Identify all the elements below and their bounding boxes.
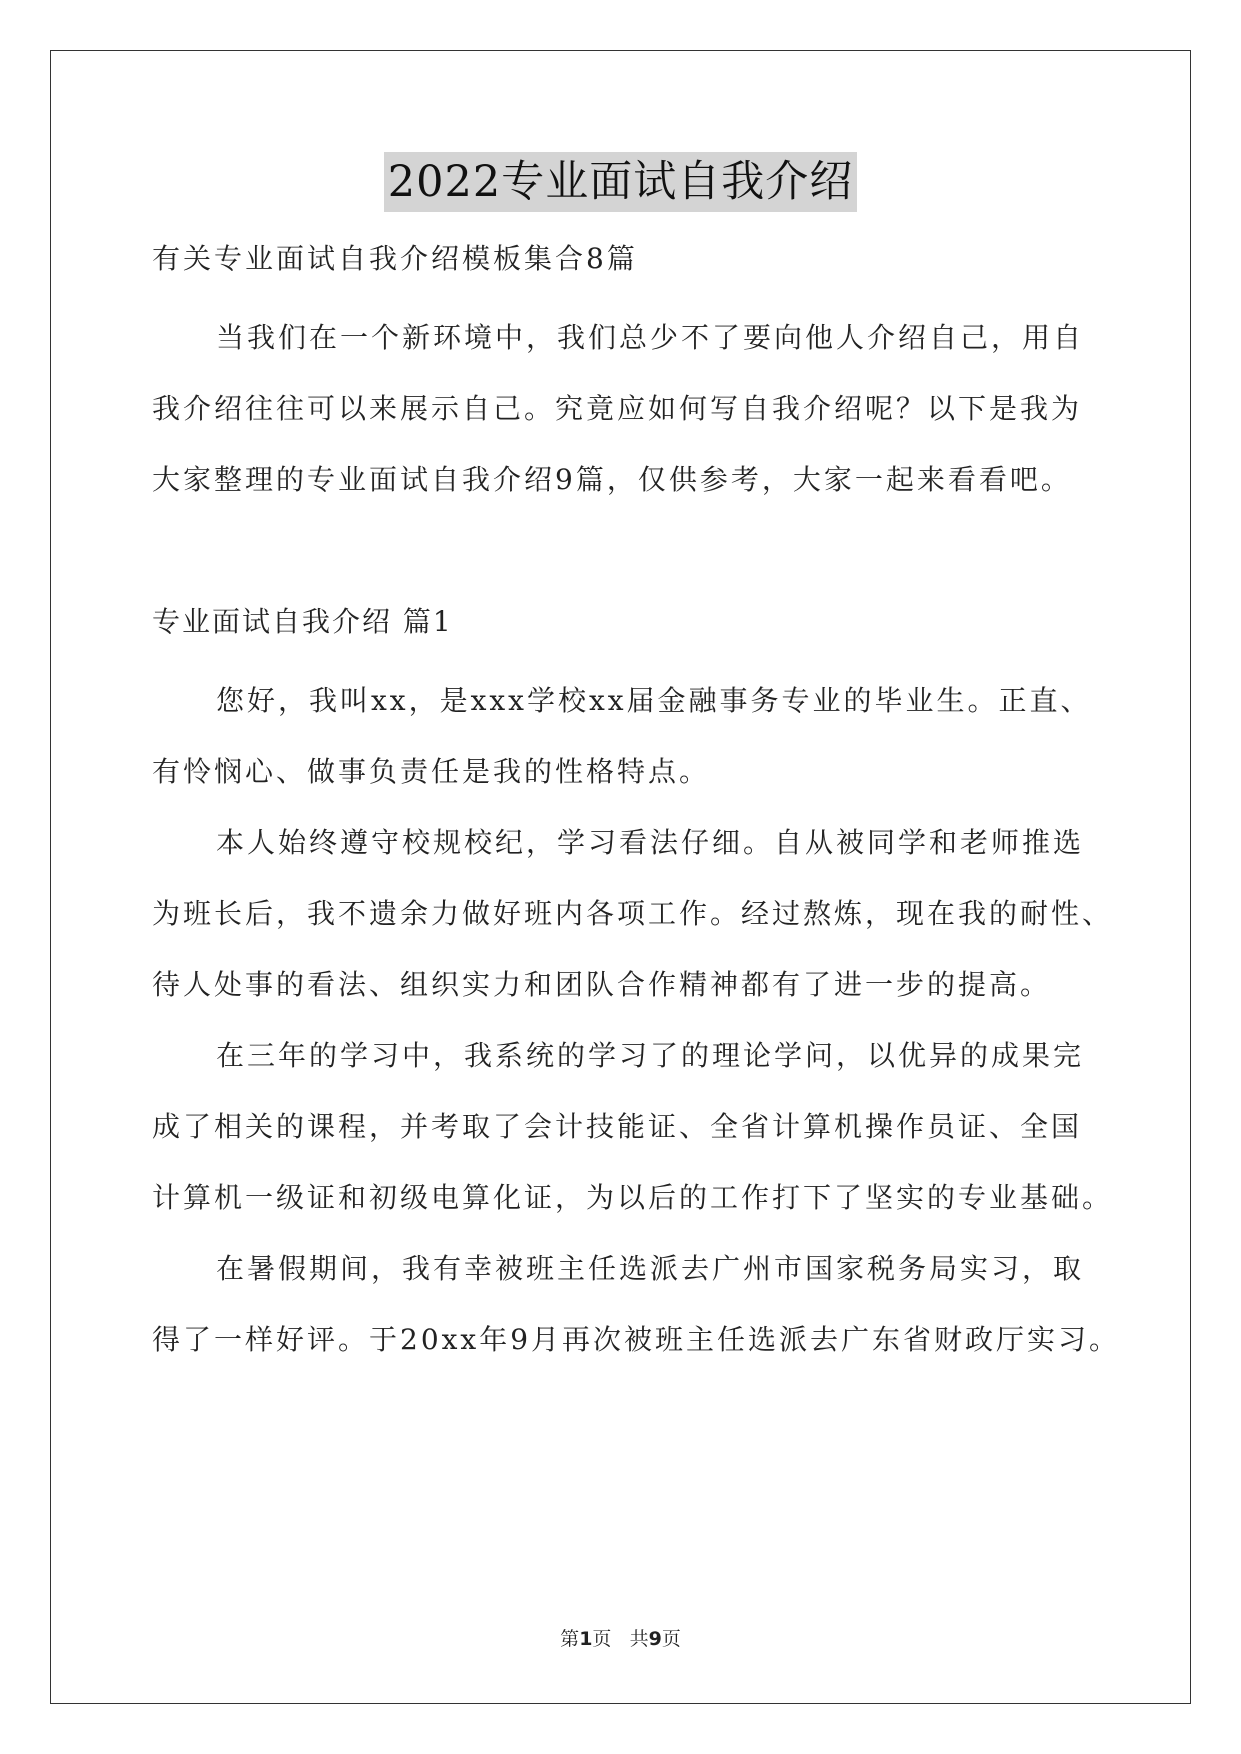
total-pages-number: 9 <box>648 1628 662 1650</box>
body-line: 您好，我叫xx，是xxx学校xx届金融事务专业的毕业生。正直、 <box>216 684 1092 717</box>
intro-line: 当我们在一个新环境中，我们总少不了要向他人介绍自己，用自 <box>216 321 1085 354</box>
body-line: 为班长后，我不遗余力做好班内各项工作。经过熬炼，现在我的耐性、 <box>152 897 1114 930</box>
body-line: 待人处事的看法、组织实力和团队合作精神都有了进一步的提高。 <box>152 968 1052 1001</box>
body-line: 计算机一级证和初级电算化证，为以后的工作打下了坚实的专业基础。 <box>152 1181 1114 1214</box>
footer-prefix: 第 <box>560 1628 580 1650</box>
intro-line: 大家整理的专业面试自我介绍9篇，仅供参考，大家一起来看看吧。 <box>152 463 1072 496</box>
body-line: 本人始终遵守校规校纪，学习看法仔细。自从被同学和老师推选 <box>216 826 1085 859</box>
body-line: 得了一样好评。于20xx年9月再次被班主任选派去广东省财政厅实习。 <box>152 1323 1121 1356</box>
footer-total-suffix: 页 <box>661 1628 681 1650</box>
body-line: 在三年的学习中，我系统的学习了的理论学问，以优异的成果完 <box>216 1039 1085 1072</box>
title-container <box>0 152 1241 212</box>
body-line: 成了相关的课程，并考取了会计技能证、全省计算机操作员证、全国 <box>152 1110 1083 1143</box>
section-heading: 专业面试自我介绍 篇1 <box>152 605 453 638</box>
footer-total-prefix: 共 <box>629 1628 649 1650</box>
document-title: 2022专业面试自我介绍 <box>384 152 857 212</box>
page-border <box>50 50 1191 1704</box>
intro-line: 我介绍往往可以来展示自己。究竟应如何写自我介绍呢？以下是我为 <box>152 392 1083 425</box>
document-subtitle: 有关专业面试自我介绍模板集合8篇 <box>152 242 638 275</box>
body-line: 在暑假期间，我有幸被班主任选派去广州市国家税务局实习，取 <box>216 1252 1085 1285</box>
page-footer <box>0 1626 1241 1652</box>
footer-page-word: 页 <box>592 1628 612 1650</box>
current-page-number: 1 <box>579 1628 593 1650</box>
body-line: 有怜悯心、做事负责任是我的性格特点。 <box>152 755 711 788</box>
